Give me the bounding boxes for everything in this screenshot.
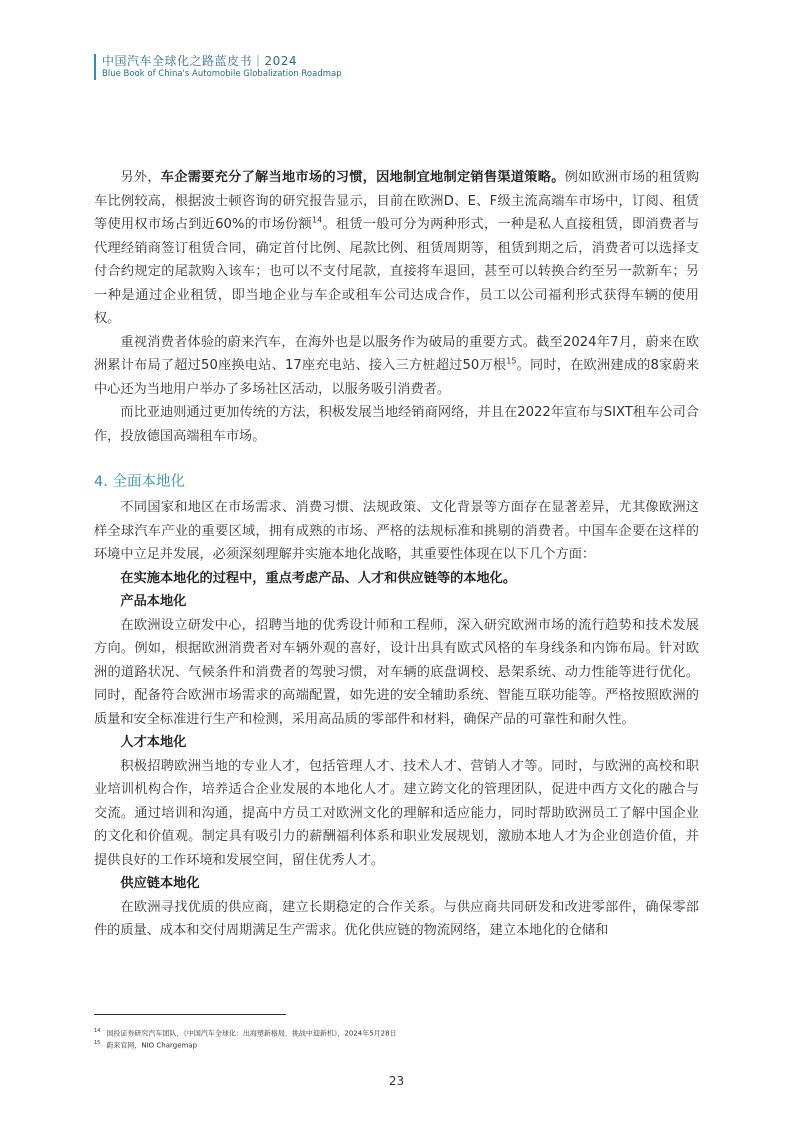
paragraph-nio (94, 331, 699, 402)
p2-body: 重视消费者体验的蔚来汽车，在海外也是以服务作为破局的重要方式。截至2024年7月，蔚来在欧洲累计布局了超过50座换电站、17座充电站、接入三方桩超过50万根 (94, 334, 699, 373)
paragraph-byd: 而比亚迪则通过更加传统的方法，积极发展当地经销商网络，并且在2022年宣布与SIXT租车公司合作，投放德国高端租车市场。 (94, 405, 699, 444)
footnote-number: 14 (94, 1028, 101, 1034)
footnote-item (94, 1038, 397, 1050)
footnote-divider (94, 1014, 286, 1015)
footnote-item (94, 1026, 397, 1038)
p1-lead: 另外， (120, 170, 161, 185)
p1-body: 例如欧洲市场的租赁购车比例较高，根据波士顿咨询的研究报告显示，目前在欧洲D、E、F级主流高端车市场中，订阅、租赁等使用权市场占到近60%的市场份额 (94, 170, 700, 232)
footnote-number: 15 (94, 1040, 101, 1047)
section-intro: 不同国家和地区在市场需求、消费习惯、法规政策、文化背景等方面存在显著差异，尤其像欧洲这样全球汽车产业的重要区域，拥有成熟的市场、严格的法规标准和挑剔的消费者。中国车企要在这样的环境中立足并发展，必须深刻理解并实施本地化战略，其重要性体现在以下几个方面： (94, 500, 699, 562)
p1-emphasis: 车企需要充分了解当地市场的习惯，因地制宜地制定销售渠道策略。 (160, 170, 565, 185)
header-title-en: Blue Book of China's Automobile Globalization Roadmap (102, 69, 342, 79)
footnote-text: 蔚来官网，NIO Chargemap (106, 1041, 198, 1050)
page-number: 23 (388, 1074, 405, 1088)
footnote-text: 国投证券研究汽车团队，《中国汽车全球化：出海塑新格局，挑战中迎新机》，2024年5月28日 (106, 1029, 397, 1038)
footnote-ref-14: 14 (312, 215, 323, 225)
subheading-supply-chain: 供应链本地化 (120, 876, 200, 891)
footnote-ref-15: 15 (506, 356, 517, 366)
subheading-talent: 人才本地化 (120, 735, 187, 750)
footnotes (94, 1026, 397, 1051)
p1-body-cont: 。租赁一般可分为两种形式，一种是私人直接租赁，即消费者与代理经销商签订租赁合同，确定首付比例、尾款比例、租赁周期等，租赁到期之后，消费者可以选择支付合约规定的尾款购入该车；也可以不支付尾款，直接将车退回，甚至可以转换合约至另一款新车；另一种是通过企业租赁，即当地企业与车企或租车公司达成合作，员工以公司福利形式获得车辆的使用权。 (94, 217, 700, 326)
paragraph-product: 在欧洲设立研发中心，招聘当地的优秀设计师和工程师，深入研究欧洲市场的流行趋势和技术发展方向。例如，根据欧洲消费者对车辆外观的喜好，设计出具有欧式风格的车身线条和内饰布局。针对欧洲的道路状况、气候条件和消费者的驾驶习惯，对车辆的底盘调校、悬架系统、动力性能等进行优化。同时，配备符合欧洲市场需求的高端配置，如先进的安全辅助系统、智能互联功能等。严格按照欧洲的质量和安全标准进行生产和检测，采用高品质的零部件和材料，确保产品的可靠性和耐久性。 (94, 617, 699, 727)
section-heading: 4. 全面本地化 (94, 474, 185, 490)
header-accent-bar (94, 54, 96, 80)
subheading-product: 产品本地化 (120, 594, 187, 609)
header-title-zh: 中国汽车全球化之路蓝皮书｜2024 (102, 54, 298, 68)
paragraph-talent: 积极招聘欧洲当地的专业人才，包括管理人才、技术人才、营销人才等。同时，与欧洲的高校和职业培训机构合作，培养适合企业发展的本地化人才。建立跨文化的管理团队，促进中西方文化的融合与交流。通过培训和沟通，提高中方员工对欧洲文化的理解和适应能力，同时帮助欧洲员工了解中国企业的文化和价值观。制定具有吸引力的薪酬福利体系和职业发展规划，激励本地人才为企业创造价值，并提供良好的工作环境和发展空间，留住优秀人才。 (94, 758, 699, 868)
section-lead: 在实施本地化的过程中，重点考虑产品、人才和供应链等的本地化。 (120, 570, 517, 586)
paragraph-supply-chain: 在欧洲寻找优质的供应商，建立长期稳定的合作关系。与供应商共同研发和改进零部件，确保零部件的质量、成本和交付周期满足生产需求。优化供应链的物流网络，建立本地化的仓储和 (94, 899, 699, 938)
p2-body-cont: 。同时，在欧洲建成的8家蔚来中心还为当地用户举办了多场社区活动，以服务吸引消费者。 (94, 358, 700, 397)
paragraph-sales-channels (94, 166, 699, 331)
body-content (94, 166, 699, 943)
